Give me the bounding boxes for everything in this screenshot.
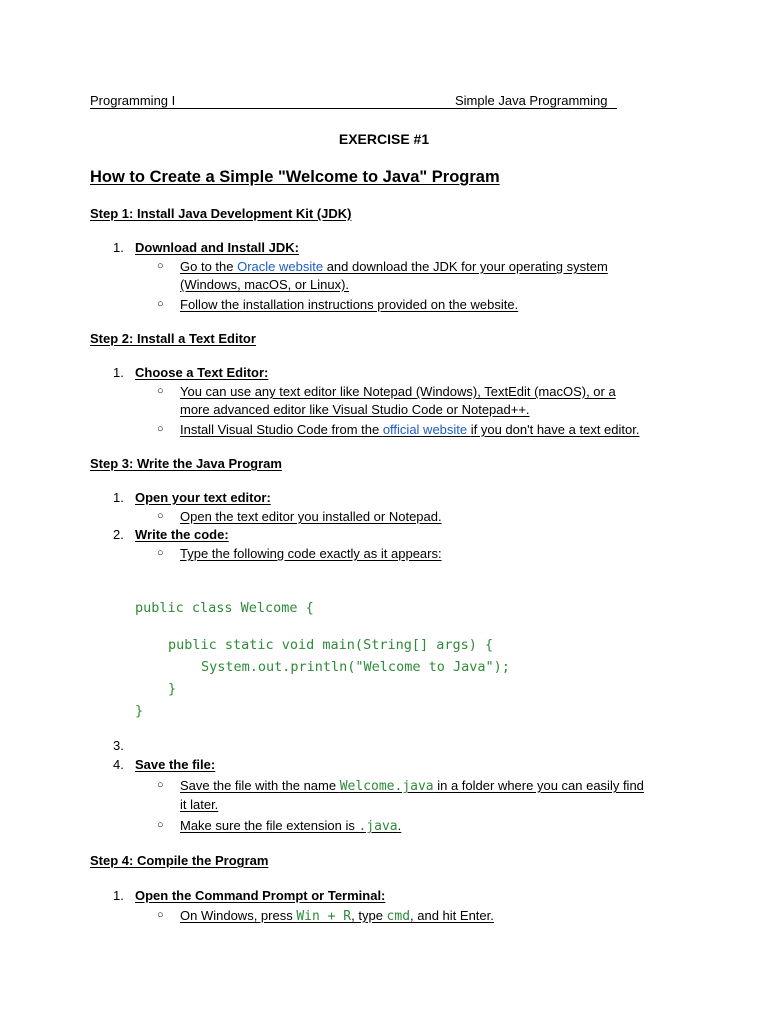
bullet-icon: ○ [157,819,164,831]
list-number: 4. [113,757,124,772]
list-number: 3. [113,738,124,753]
step2-bullet1-line2: more advanced editor like Visual Studio Code or Notepad++. [180,402,530,417]
bullet-icon: ○ [157,510,164,522]
step3-item1-label: Open your text editor: [135,490,271,505]
step2-bullet1: You can use any text editor like Notepad (Windows), TextEdit (macOS), or a [180,384,616,399]
code-line: public class Welcome { [135,600,314,616]
bullet-icon: ○ [157,260,164,272]
step3-item4-bullet1-line2: it later. [180,797,219,812]
step1-bullet1: Go to the Oracle website and download the JDK for your operating system [180,259,608,274]
step4-bullet1: On Windows, press Win + R, type cmd, and hit Enter. [180,908,494,924]
header-right: Simple Java Programming [455,93,608,108]
bullet-icon: ○ [157,909,164,921]
step3-item4-label: Save the file: [135,757,216,772]
step3-item2-label: Write the code: [135,527,229,542]
bullet-icon: ○ [157,779,164,791]
step3-item1-bullet: Open the text editor you installed or Notepad. [180,509,442,524]
code-line: public static void main(String[] args) { [168,637,494,653]
header-left: Programming I [90,93,176,108]
list-number: 1. [113,888,124,903]
bullet-icon: ○ [157,298,164,310]
bullet-icon: ○ [157,547,164,559]
doc-title: How to Create a Simple "Welcome to Java" Program [90,168,500,186]
oracle-website-link[interactable]: Oracle website [237,259,327,274]
step3-item2-bullet: Type the following code exactly as it appears: [180,546,442,561]
step4-item-label: Open the Command Prompt or Terminal: [135,888,386,903]
bullet-icon: ○ [157,385,164,397]
step1-item-label: Download and Install JDK: [135,240,299,255]
step3-item4-bullet1: Save the file with the name Welcome.java in a folder where you can easily find [180,778,644,794]
code-line: System.out.println("Welcome to Java"); [201,659,510,675]
step2-bullet2: Install Visual Studio Code from the official website if you don't have a text editor. [180,422,640,437]
header-divider [90,108,617,109]
code-line: } [168,681,177,697]
step2-heading: Step 2: Install a Text Editor [90,331,256,346]
list-number: 1. [113,490,124,505]
step3-item4-bullet2: Make sure the file extension is .java. [180,818,402,834]
list-number: 1. [113,240,124,255]
step1-heading: Step 1: Install Java Development Kit (JDK) [90,206,352,221]
step4-heading: Step 4: Compile the Program [90,853,269,868]
step2-item-label: Choose a Text Editor: [135,365,269,380]
list-number: 1. [113,365,124,380]
bullet-icon: ○ [157,423,164,435]
step1-bullet1-line2: (Windows, macOS, or Linux). [180,277,350,292]
list-number: 2. [113,527,124,542]
step3-heading: Step 3: Write the Java Program [90,456,282,471]
code-line: } [135,703,144,719]
official-website-link[interactable]: official website [382,422,471,437]
step1-bullet2: Follow the installation instructions provided on the website. [180,297,519,312]
exercise-title: EXERCISE #1 [338,131,430,147]
